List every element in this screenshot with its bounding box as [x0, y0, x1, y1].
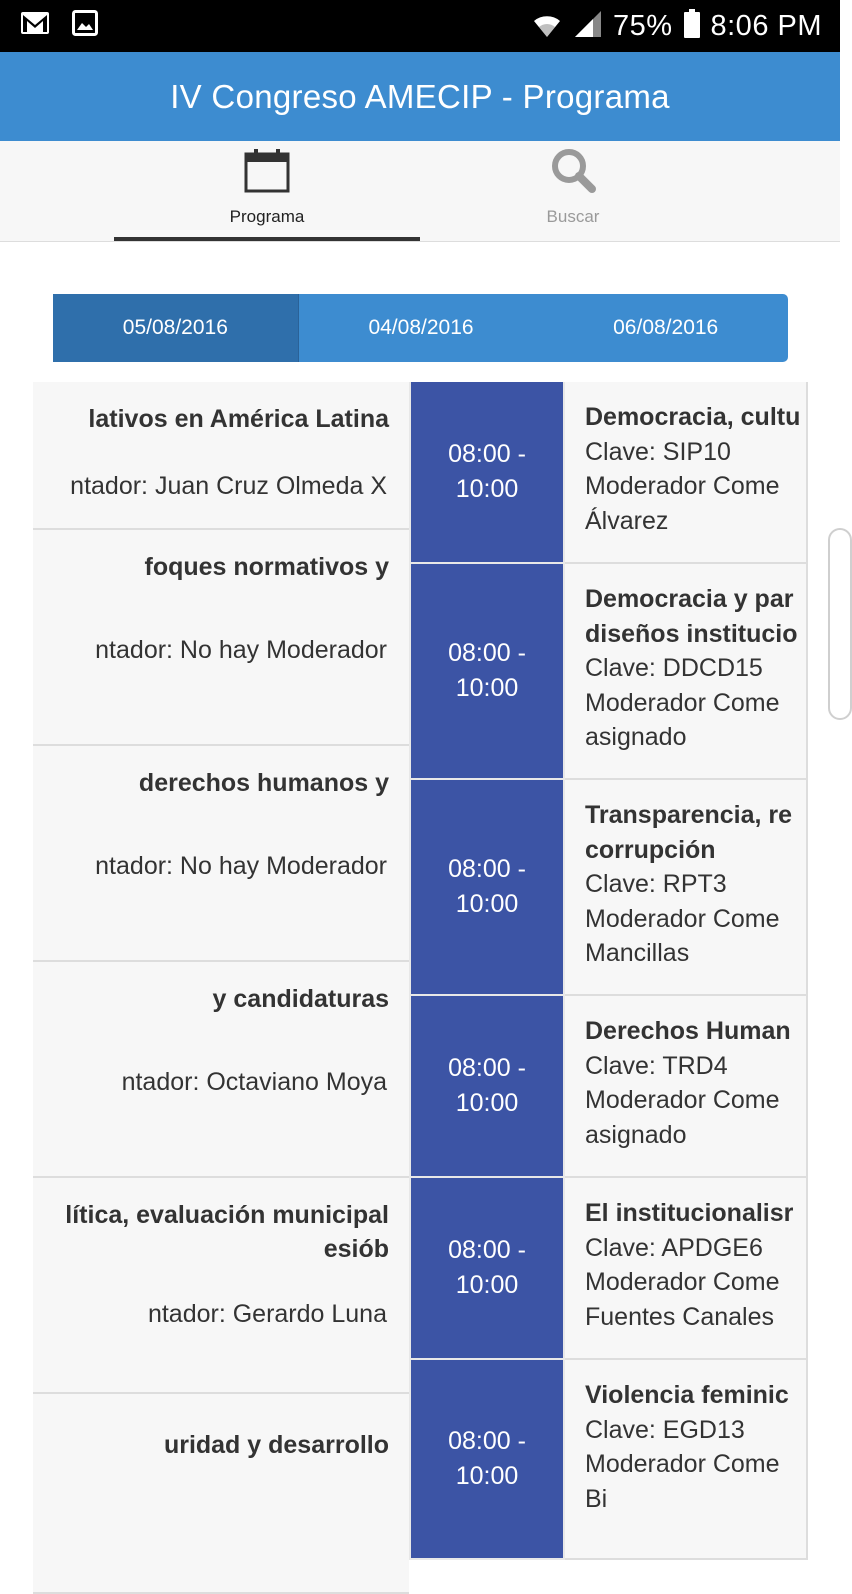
session-clave: Clave: EGD13: [585, 1415, 745, 1444]
time-start: 08:00 -: [448, 855, 526, 883]
time-start: 08:00 -: [448, 1054, 526, 1082]
signal-icon: [573, 9, 603, 44]
session-card[interactable]: [33, 530, 409, 746]
app-title: IV Congreso AMECIP - Programa: [170, 77, 670, 115]
right-session-column: [565, 382, 808, 1560]
tab-bar: [0, 141, 840, 242]
session-moderator-name: asignado: [585, 723, 687, 751]
session-card[interactable]: [565, 382, 806, 564]
session-title-line2: corrupción: [585, 835, 716, 864]
time-end: 10:00: [455, 1089, 519, 1117]
session-moderator: Moderador Come: [585, 1268, 780, 1296]
battery-percent: 75%: [612, 9, 673, 42]
session-moderator: Moderador Come: [585, 472, 780, 500]
session-card[interactable]: [33, 962, 409, 1178]
time-end: 10:00: [455, 1462, 519, 1490]
time-start: 08:00 -: [448, 440, 526, 468]
time-end: 10:00: [455, 1271, 519, 1299]
time-slot: [409, 780, 565, 996]
time-slot: [409, 1360, 565, 1560]
clock: 8:06 PM: [710, 9, 822, 42]
app-bar: [0, 52, 840, 141]
session-card[interactable]: [33, 382, 409, 530]
time-end: 10:00: [455, 890, 519, 918]
time-start: 08:00 -: [448, 1236, 526, 1264]
time-slot: [409, 996, 565, 1178]
session-card[interactable]: [565, 564, 806, 780]
session-moderator: ntador: Octaviano Moya: [121, 1068, 387, 1096]
time-start: 08:00 -: [448, 639, 526, 667]
calendar-icon: [244, 147, 290, 198]
session-title: Democracia y par: [585, 585, 794, 613]
session-title: y candidaturas: [212, 985, 389, 1013]
time-slot: [409, 564, 565, 780]
session-title: derechos humanos y: [138, 769, 389, 797]
date-button-04-08[interactable]: 04/08/2016: [368, 316, 474, 339]
session-title: lativos en América Latina: [88, 405, 389, 433]
time-slot: [409, 1178, 565, 1360]
session-moderator: ntador: Gerardo Luna: [147, 1300, 387, 1328]
session-title: uridad y desarrollo: [163, 1431, 389, 1459]
session-clave: Clave: RPT3: [585, 870, 727, 898]
battery-icon: [683, 9, 701, 44]
session-moderator: ntador: Juan Cruz Olmeda X: [70, 472, 387, 500]
left-session-column: [33, 382, 409, 1594]
image-icon: [72, 10, 98, 41]
gmail-icon: [20, 10, 50, 41]
session-moderator: Moderador Come: [585, 1086, 780, 1114]
session-moderator: ntador: No hay Moderador: [95, 852, 387, 880]
schedule-grid[interactable]: [33, 382, 808, 1513]
session-moderator-name: Mancillas: [585, 939, 690, 967]
session-title: Democracia, cultu: [585, 403, 801, 431]
session-card[interactable]: [565, 1178, 806, 1360]
time-start: 08:00 -: [448, 1427, 526, 1455]
session-moderator: Moderador Come: [585, 904, 780, 933]
session-title: Violencia feminic: [585, 1381, 789, 1409]
status-bar: [0, 0, 840, 52]
date-button-06-08[interactable]: 06/08/2016: [613, 316, 719, 339]
time-column: [409, 382, 565, 1560]
session-clave: Clave: SIP10: [585, 437, 731, 466]
time-end: 10:00: [455, 674, 519, 702]
session-moderator-name: Álvarez: [585, 506, 669, 535]
session-moderator-name: Bi: [585, 1484, 608, 1513]
session-title: foques normativos y: [144, 553, 389, 581]
tab-programa-label: Programa: [229, 207, 305, 226]
time-slot: [409, 382, 565, 564]
session-moderator-name: asignado: [585, 1120, 687, 1149]
active-tab-indicator: [114, 237, 420, 241]
session-card[interactable]: [33, 1394, 409, 1594]
date-button-05-08[interactable]: 05/08/2016: [53, 294, 299, 362]
session-clave: Clave: DDCD15: [585, 654, 763, 682]
tab-buscar[interactable]: [420, 141, 726, 241]
session-title: El institucionalisr: [585, 1199, 794, 1227]
tab-buscar-label: Buscar: [546, 207, 600, 226]
session-clave: Clave: APDGE6: [585, 1233, 763, 1262]
session-card[interactable]: [565, 780, 806, 996]
session-moderator: Moderador Come: [585, 1450, 780, 1478]
session-moderator-name: Fuentes Canales: [585, 1302, 775, 1331]
session-card[interactable]: [565, 996, 806, 1178]
date-selector: [53, 294, 788, 362]
side-scroll-handle[interactable]: [828, 528, 852, 720]
session-title-line2: diseños institucio: [585, 619, 798, 648]
session-card[interactable]: [33, 746, 409, 962]
time-end: 10:00: [455, 475, 519, 503]
session-moderator: ntador: No hay Moderador: [95, 636, 387, 664]
session-card[interactable]: [33, 1178, 409, 1394]
session-title: lítica, evaluación municipal esiób: [65, 1201, 389, 1263]
session-card[interactable]: [565, 1360, 806, 1560]
tab-programa[interactable]: [114, 141, 420, 241]
session-title: Derechos Human: [585, 1017, 791, 1045]
wifi-icon: [531, 9, 563, 44]
session-moderator: Moderador Come: [585, 688, 780, 717]
session-title: Transparencia, re: [585, 801, 793, 829]
session-clave: Clave: TRD4: [585, 1051, 728, 1080]
search-icon: [550, 147, 596, 198]
